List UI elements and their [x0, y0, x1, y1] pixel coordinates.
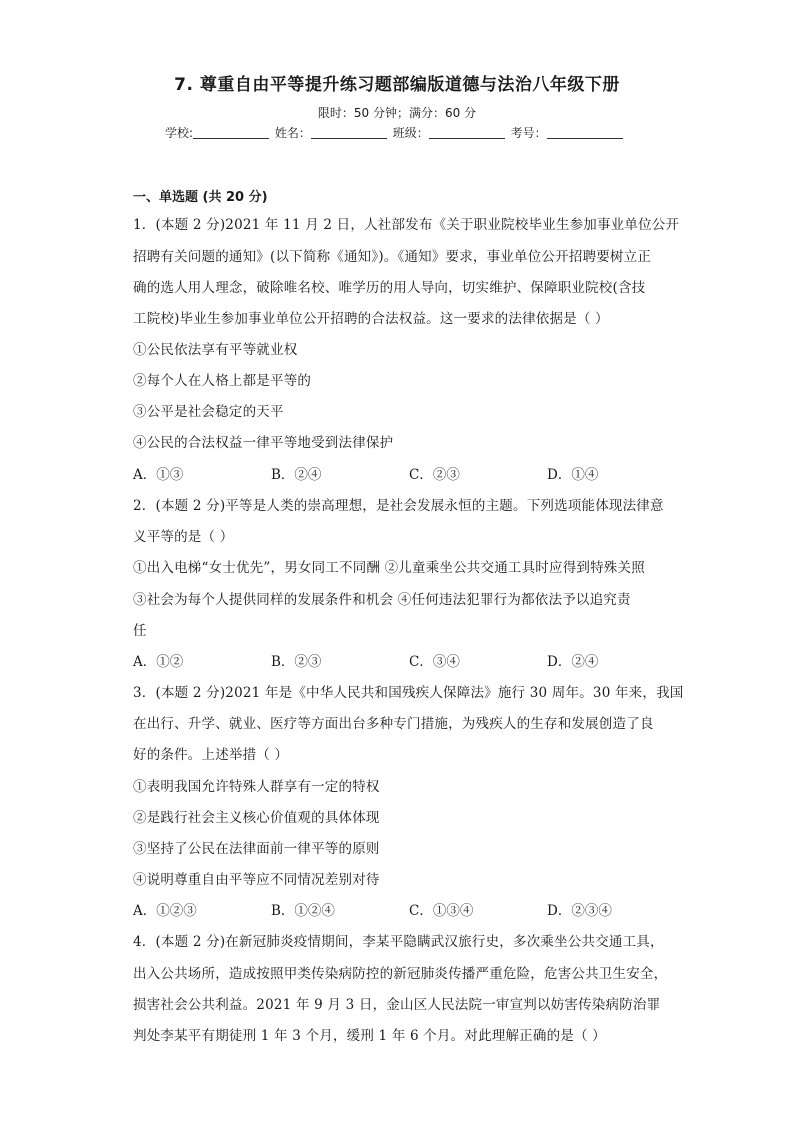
question-3-option-b[interactable]: B．①②④	[271, 903, 335, 919]
school-label: 学校:	[165, 126, 194, 140]
question-2-option-a[interactable]: A．①②	[133, 654, 184, 670]
class-label: 班级：	[392, 126, 429, 140]
question-3-line: 好的条件。上述举措（ ）	[133, 747, 289, 763]
question-1-line: 工院校)毕业生参加事业单位公开招聘的合法权益。这一要求的法律依据是（ ）	[133, 311, 609, 327]
question-3-statement: ③坚持了公民在法律面前一律平等的原则	[133, 841, 380, 857]
school-blank[interactable]	[193, 125, 269, 139]
question-3-line: 在出行、升学、就业、医疗等方面出台多种专门措施，为残疾人的生存和发展创造了良	[133, 716, 654, 732]
question-2-statement: 任	[133, 623, 147, 639]
exam-number-blank[interactable]	[547, 125, 623, 139]
question-1-option-a[interactable]: A．①③	[133, 467, 184, 483]
question-3-statement: ①表明我国允许特殊人群享有一定的特权	[133, 779, 380, 795]
section-heading: 一、单选题 (共 20 分)	[133, 190, 268, 205]
question-1-line: 确的选人用人理念，破除唯名校、唯学历的用人导向，切实维护、保障职业院校(含技	[133, 280, 646, 296]
question-4-line: 出入公共场所，造成按照甲类传染病防控的新冠肺炎传播严重危险，危害公共卫生安全，	[133, 966, 668, 982]
question-1-option-c[interactable]: C．②③	[409, 467, 460, 483]
question-4-line: 判处李某平有期徒刑 1 年 3 个月，缓刑 1 年 6 个月。对此理解正确的是（ ）	[133, 1028, 606, 1044]
question-3-option-d[interactable]: D．②③④	[547, 903, 612, 919]
question-1-statement: ②每个人在人格上都是平等的	[133, 373, 312, 389]
question-2-line: 义平等的是（ ）	[133, 529, 234, 545]
name-blank[interactable]	[311, 125, 387, 139]
exam-number-label: 考号：	[510, 126, 547, 140]
question-1-statement: ③公平是社会稳定的天平	[133, 404, 284, 420]
exam-time-limit: 限时：50 分钟；满分：60 分	[317, 106, 477, 120]
question-1-line: 1．(本题 2 分)2021 年 11 月 2 日，人社部发布《关于职业院校毕业生参加事业单位公开	[133, 217, 680, 233]
question-1-option-d[interactable]: D．①④	[547, 467, 599, 483]
question-2-line: 2．(本题 2 分)平等是人类的崇高理想，是社会发展永恒的主题。下列选项能体现法律意	[133, 498, 664, 514]
question-2-statement: ③社会为每个人提供同样的发展条件和机会 ④任何违法犯罪行为都依法予以追究责	[133, 592, 631, 608]
question-3-option-c[interactable]: C．①③④	[409, 903, 474, 919]
question-2-statement: ①出入电梯“女士优先”，男女同工不同酬 ②儿童乘坐公共交通工具时应得到特殊关照	[133, 560, 645, 576]
question-3-statement: ②是践行社会主义核心价值观的具体体现	[133, 810, 380, 826]
question-2-option-c[interactable]: C．③④	[409, 654, 460, 670]
page-title: 7. 尊重自由平等提升练习题部编版道德与法治八年级下册	[174, 75, 620, 95]
question-1-option-b[interactable]: B．②④	[271, 467, 322, 483]
class-blank[interactable]	[429, 125, 505, 139]
student-info-line	[165, 124, 625, 141]
question-1-statement: ①公民依法享有平等就业权	[133, 342, 298, 358]
question-3-statement: ④说明尊重自由平等应不同情况差别对待	[133, 872, 380, 888]
question-3-line: 3．(本题 2 分)2021 年是《中华人民共和国残疾人保障法》施行 30 周年。30 年来，我国	[133, 685, 684, 701]
question-1-line: 招聘有关问题的通知》(以下简称《通知》)。《通知》要求，事业单位公开招聘要树立正	[133, 249, 652, 265]
question-4-line: 4．(本题 2 分)在新冠肺炎疫情期间，李某平隐瞒武汉旅行史，多次乘坐公共交通工具，	[133, 934, 664, 950]
question-2-option-d[interactable]: D．②④	[547, 654, 599, 670]
question-3-option-a[interactable]: A．①②③	[133, 903, 197, 919]
name-label: 姓名：	[274, 126, 311, 140]
question-2-option-b[interactable]: B．②③	[271, 654, 322, 670]
question-1-statement: ④公民的合法权益一律平等地受到法律保护	[133, 435, 394, 451]
question-4-line: 损害社会公共利益。2021 年 9 月 3 日，金山区人民法院一审宣判以妨害传染病防治罪	[133, 997, 661, 1013]
